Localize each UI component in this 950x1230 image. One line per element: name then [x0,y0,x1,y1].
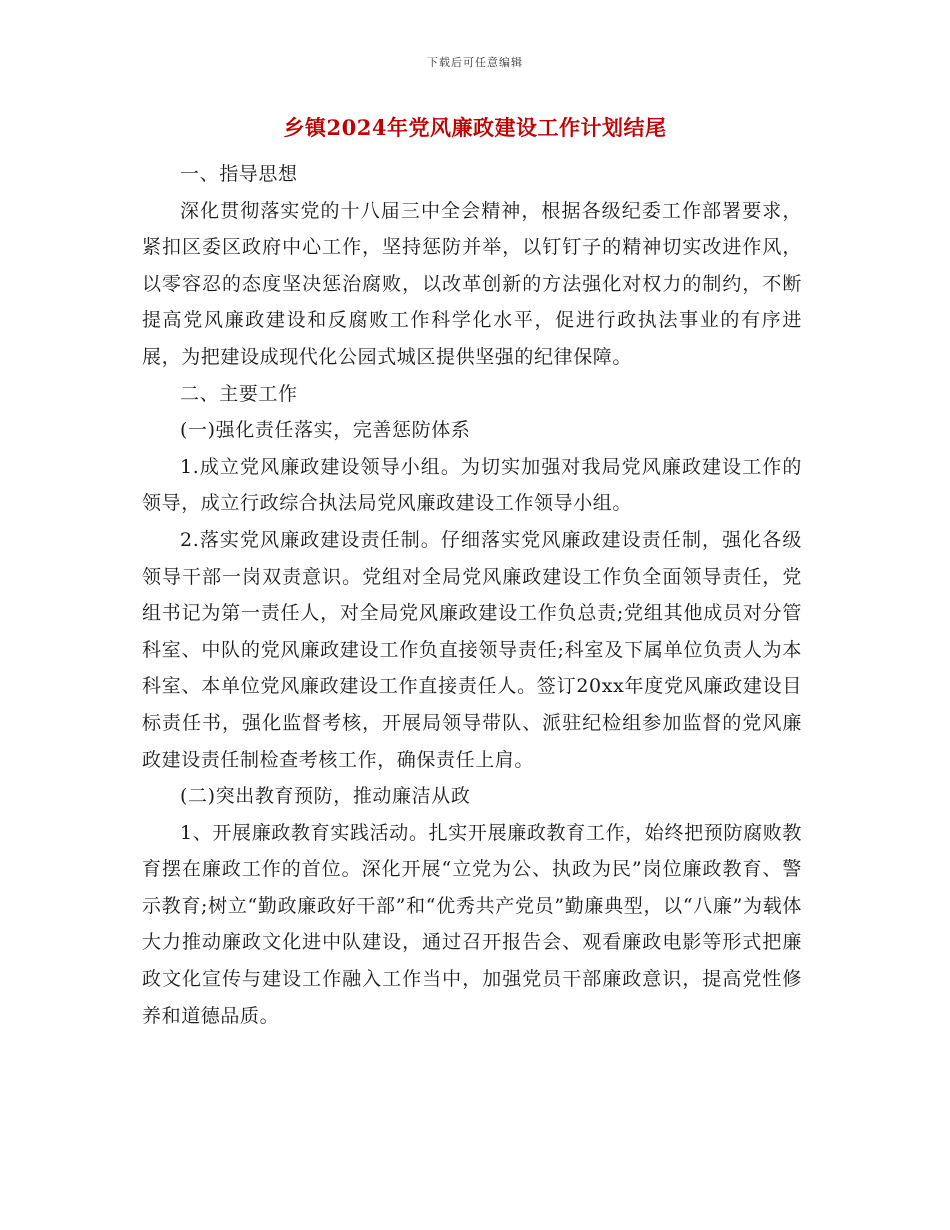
paragraph-leading-group: 1.成立党风廉政建设领导小组。为切实加强对我局党风廉政建设工作的领导，成立行政综合执法局党风廉政建设工作领导小组。 [142,455,802,515]
document-title: 乡镇2024年党风廉政建设工作计划结尾 [283,115,667,140]
subsection-heading-responsibility: (一)强化责任落实，完善惩防体系 [180,419,471,442]
paragraph-responsibility-system: 2.落实党风廉政建设责任制。仔细落实党风廉政建设责任制，强化各级领导干部一岗双责意识。党组对全局党风廉政建设工作负全面领导责任，党组书记为第一责任人，对全局党风廉政建设工作负总责;党组其他成员对分管科室、中队的党风廉政建设工作负直接领导责任;科室及下属单位负责人为本科室、本单位党风廉政建设工作直接责任人。签订20xx年度党风廉政建设目标责任书，强化监督考核，开展局领导带队、派驻纪检组参加监督的党风廉政建设责任制检查考核工作，确保责任上肩。 [142,528,802,771]
subsection-heading-education: (二)突出教育预防，推动廉洁从政 [180,785,471,808]
paragraph-guiding-ideology: 深化贯彻落实党的十八届三中全会精神，根据各级纪委工作部署要求，紧扣区委区政府中心工作，坚持惩防并举，以钉钉子的精神切实改进作风，以零容忍的态度坚决惩治腐败，以改革创新的方法强化对权力的制约，不断提高党风廉政建设和反腐败工作科学化水平，促进行政执法事业的有序进展，为把建设成现代化公园式城区提供坚强的纪律保障。 [142,199,802,368]
header-note: 下载后可任意编辑 [427,56,523,69]
section-heading-main-work: 二、主要工作 [180,382,298,405]
section-heading-guiding-ideology: 一、指导思想 [180,163,298,185]
document-body [142,156,802,1034]
paragraph-education-activities: 1、开展廉政教育实践活动。扎实开展廉政教育工作，始终把预防腐败教育摆在廉政工作的首位。深化开展“立党为公、执政为民”岗位廉政教育、警示教育;树立“勤政廉政好干部”和“优秀共产党员”勤廉典型，以“八廉”为载体大力推动廉政文化进中队建设，通过召开报告会、观看廉政电影等形式把廉政文化宣传与建设工作融入工作当中，加强党员干部廉政意识，提高党性修养和道德品质。 [142,821,802,1027]
